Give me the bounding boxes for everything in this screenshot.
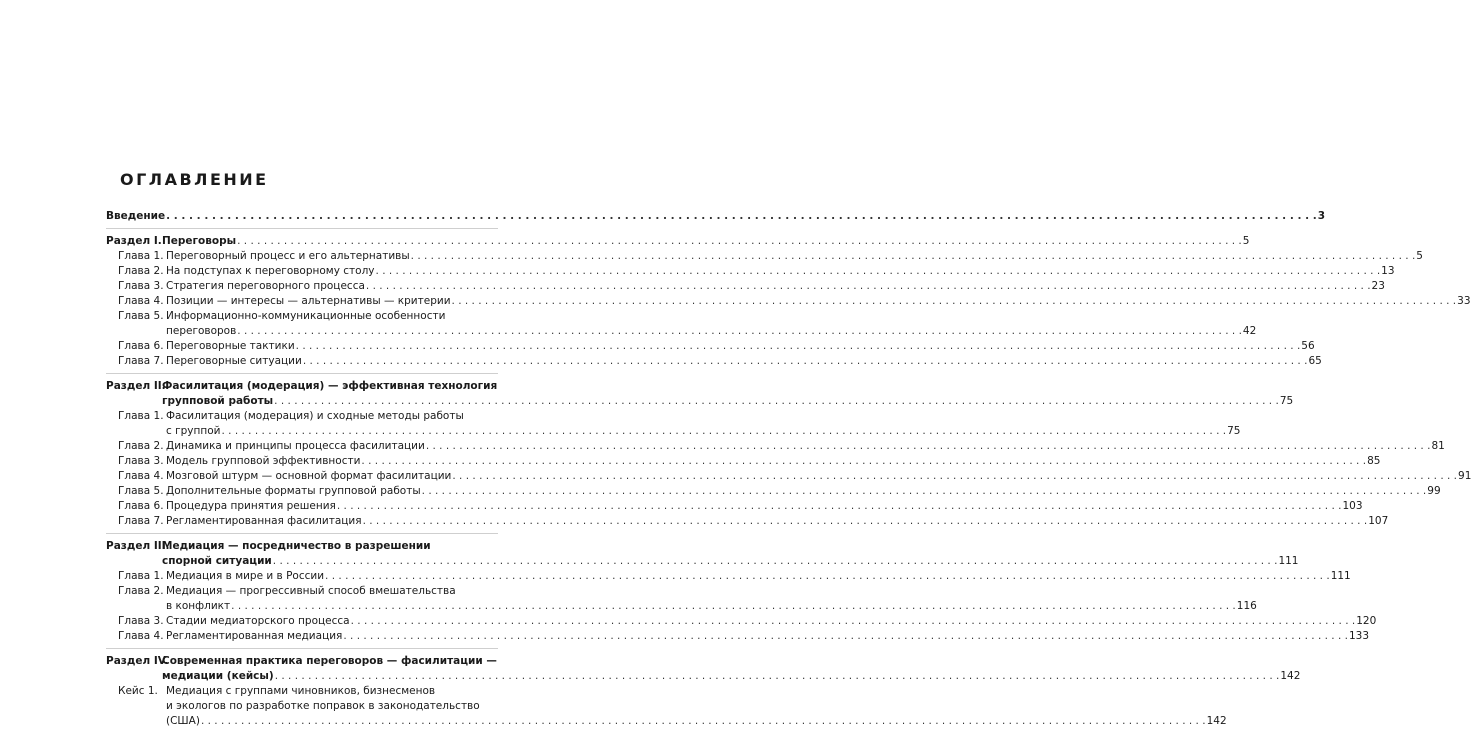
chapter-title-line: Мозговой штурм — основной формат фасилитации — [166, 470, 452, 482]
divider — [106, 648, 498, 649]
chapter-number: Глава 1. — [118, 410, 164, 422]
chapter-title-line: в конфликт — [166, 600, 231, 612]
toc-chapter-entry[interactable] — [106, 249, 1423, 264]
chapter-title-line: Регламентированная медиация — [166, 630, 343, 642]
dot-leader — [452, 294, 1457, 309]
toc-chapter-entry[interactable] — [106, 569, 1351, 584]
toc-page-number: 99 — [1427, 485, 1441, 497]
toc-page-number: 120 — [1356, 615, 1377, 627]
section-number: Раздел I. — [106, 235, 162, 247]
chapter-title-line: Медиация — прогрессивный способ вмешательства — [166, 585, 456, 597]
toc-page-number: 85 — [1367, 455, 1381, 467]
toc-chapter-entry[interactable] — [106, 514, 1389, 529]
toc-section — [106, 379, 1471, 529]
toc-chapter-entry[interactable] — [106, 614, 1377, 629]
chapter-title-line: Фасилитация (модерация) и сходные методы работы — [166, 410, 464, 422]
section-title-line: групповой работы — [162, 395, 274, 407]
toc-chapter-entry[interactable] — [106, 684, 1227, 729]
dot-leader — [274, 394, 1279, 409]
divider — [106, 373, 498, 374]
dot-leader — [166, 209, 1317, 224]
toc-chapter-entry[interactable] — [106, 484, 1441, 499]
toc-chapter-entry[interactable] — [106, 454, 1381, 469]
toc-chapter-entry[interactable] — [106, 439, 1445, 454]
toc-page-number: 75 — [1279, 395, 1294, 407]
dot-leader — [201, 714, 1206, 729]
chapter-number: Глава 1. — [118, 570, 164, 582]
divider — [106, 533, 498, 534]
toc-page-number: 107 — [1368, 515, 1389, 527]
chapter-number: Глава 4. — [118, 470, 164, 482]
toc-chapter-entry[interactable] — [106, 499, 1363, 514]
chapter-title-line: Динамика и принципы процесса фасилитации — [166, 440, 425, 452]
chapter-title-line: На подступах к переговорному столу — [166, 265, 375, 277]
toc-section-header[interactable] — [106, 539, 1299, 569]
dot-leader — [237, 234, 1242, 249]
toc-page-number: 3 — [1317, 210, 1326, 222]
section-title-line: Фасилитация (модерация) — эффективная технология — [162, 380, 498, 392]
chapter-title-line: Информационно-коммуникационные особенности — [166, 310, 446, 322]
chapter-title-line: (США) — [166, 715, 200, 727]
toc-page-number: 133 — [1349, 630, 1370, 642]
toc-title: ОГЛАВЛЕНИЕ — [120, 170, 269, 189]
chapter-title-line: Дополнительные форматы групповой работы — [166, 485, 421, 497]
chapter-number: Глава 7. — [118, 515, 164, 527]
chapter-number: Глава 2. — [118, 265, 164, 277]
dot-leader — [351, 614, 1356, 629]
dot-leader — [361, 454, 1366, 469]
toc-page-number: 42 — [1242, 325, 1257, 337]
section-title-line: спорной ситуации — [162, 555, 272, 567]
toc-chapter-entry[interactable] — [106, 354, 1322, 369]
dot-leader — [376, 264, 1381, 279]
toc-page-number: 142 — [1280, 670, 1301, 682]
toc-section — [106, 654, 1301, 729]
section-number: Раздел III. — [106, 540, 170, 552]
chapter-number: Глава 3. — [118, 280, 164, 292]
dot-leader — [452, 469, 1457, 484]
toc-chapter-entry[interactable] — [106, 279, 1385, 294]
toc-chapter-entry[interactable] — [106, 409, 1241, 439]
toc-chapter-entry[interactable] — [106, 339, 1315, 354]
toc-page-number: 91 — [1458, 470, 1471, 482]
toc-chapter-entry[interactable] — [106, 264, 1395, 279]
dot-leader — [221, 424, 1226, 439]
chapter-title-line: Медиация с группами чиновников, бизнесменов — [166, 685, 436, 697]
toc-page-number: 23 — [1371, 280, 1385, 292]
chapter-title-line: Переговорные ситуации — [166, 355, 302, 367]
chapter-number: Глава 5. — [118, 485, 164, 497]
dot-leader — [296, 339, 1301, 354]
section-title-line: Медиация — посредничество в разрешении — [162, 540, 431, 552]
dot-leader — [231, 599, 1236, 614]
chapter-title-line: Регламентированная фасилитация — [166, 515, 362, 527]
toc-page-number: 116 — [1236, 600, 1257, 612]
dot-leader — [303, 354, 1308, 369]
chapter-number: Глава 7. — [118, 355, 164, 367]
dot-leader — [237, 324, 1242, 339]
table-of-contents — [106, 209, 1471, 729]
dot-leader — [325, 569, 1330, 584]
chapter-number: Глава 2. — [118, 585, 164, 597]
toc-page-number: 5 — [1416, 250, 1423, 262]
toc-section — [106, 539, 1377, 644]
toc-page-number: 111 — [1330, 570, 1351, 582]
toc-chapter-entry[interactable] — [106, 469, 1471, 484]
chapter-title-line: Модель групповой эффективности — [166, 455, 361, 467]
toc-page-number: 56 — [1301, 340, 1315, 352]
toc-section-header[interactable] — [106, 234, 1250, 249]
chapter-title-line: Медиация в мире и в России — [166, 570, 325, 582]
toc-entry-label: Введение — [106, 210, 166, 222]
chapter-number: Глава 6. — [118, 500, 164, 512]
dot-leader — [422, 484, 1427, 499]
chapter-number: Глава 5. — [118, 310, 164, 322]
toc-page-number: 103 — [1342, 500, 1363, 512]
chapter-number: Глава 3. — [118, 455, 164, 467]
dot-leader — [411, 249, 1416, 264]
section-number: Раздел IV. — [106, 655, 169, 667]
dot-leader — [337, 499, 1342, 514]
toc-chapter-entry[interactable] — [106, 309, 1257, 339]
section-title-line: Переговоры — [162, 235, 237, 247]
divider — [106, 228, 498, 229]
chapter-number: Кейс 1. — [118, 685, 158, 697]
dot-leader — [273, 554, 1278, 569]
chapter-title-line: Стратегия переговорного процесса — [166, 280, 365, 292]
dot-leader — [343, 629, 1348, 644]
toc-page-number: 65 — [1308, 355, 1322, 367]
chapter-title-line: Переговорные тактики — [166, 340, 295, 352]
section-number: Раздел II. — [106, 380, 166, 392]
chapter-title-line: с группой — [166, 425, 221, 437]
toc-page-number: 75 — [1227, 425, 1241, 437]
toc-section-header[interactable] — [106, 379, 1294, 409]
dot-leader — [363, 514, 1368, 529]
toc-page-number: 81 — [1431, 440, 1445, 452]
chapter-number: Глава 6. — [118, 340, 164, 352]
chapter-number: Глава 1. — [118, 250, 164, 262]
toc-page-number: 5 — [1242, 235, 1250, 247]
toc-entry-intro[interactable] — [106, 209, 1326, 224]
dot-leader — [366, 279, 1371, 294]
chapter-number: Глава 2. — [118, 440, 164, 452]
chapter-title-line: Переговорный процесс и его альтернативы — [166, 250, 410, 262]
section-title-line: медиации (кейсы) — [162, 670, 274, 682]
chapter-title-line: и экологов по разработке поправок в законодательство — [166, 700, 480, 712]
toc-section — [106, 234, 1471, 369]
toc-page-number: 142 — [1206, 715, 1227, 727]
chapter-title-line: Позиции — интересы — альтернативы — критерии — [166, 295, 451, 307]
chapter-title-line: переговоров — [166, 325, 237, 337]
toc-chapter-entry[interactable] — [106, 584, 1257, 614]
toc-chapter-entry[interactable] — [106, 294, 1471, 309]
toc-page-number: 33 — [1457, 295, 1471, 307]
chapter-number: Глава 4. — [118, 630, 164, 642]
chapter-title-line: Стадии медиаторского процесса — [166, 615, 350, 627]
toc-chapter-entry[interactable] — [106, 629, 1370, 644]
toc-page-number: 13 — [1381, 265, 1395, 277]
dot-leader — [426, 439, 1431, 454]
dot-leader — [275, 669, 1280, 684]
chapter-number: Глава 3. — [118, 615, 164, 627]
toc-page-number: 111 — [1278, 555, 1299, 567]
toc-section-header[interactable] — [106, 654, 1301, 684]
section-title-line: Современная практика переговоров — фасилитации — — [162, 655, 497, 667]
chapter-number: Глава 4. — [118, 295, 164, 307]
chapter-title-line: Процедура принятия решения — [166, 500, 336, 512]
